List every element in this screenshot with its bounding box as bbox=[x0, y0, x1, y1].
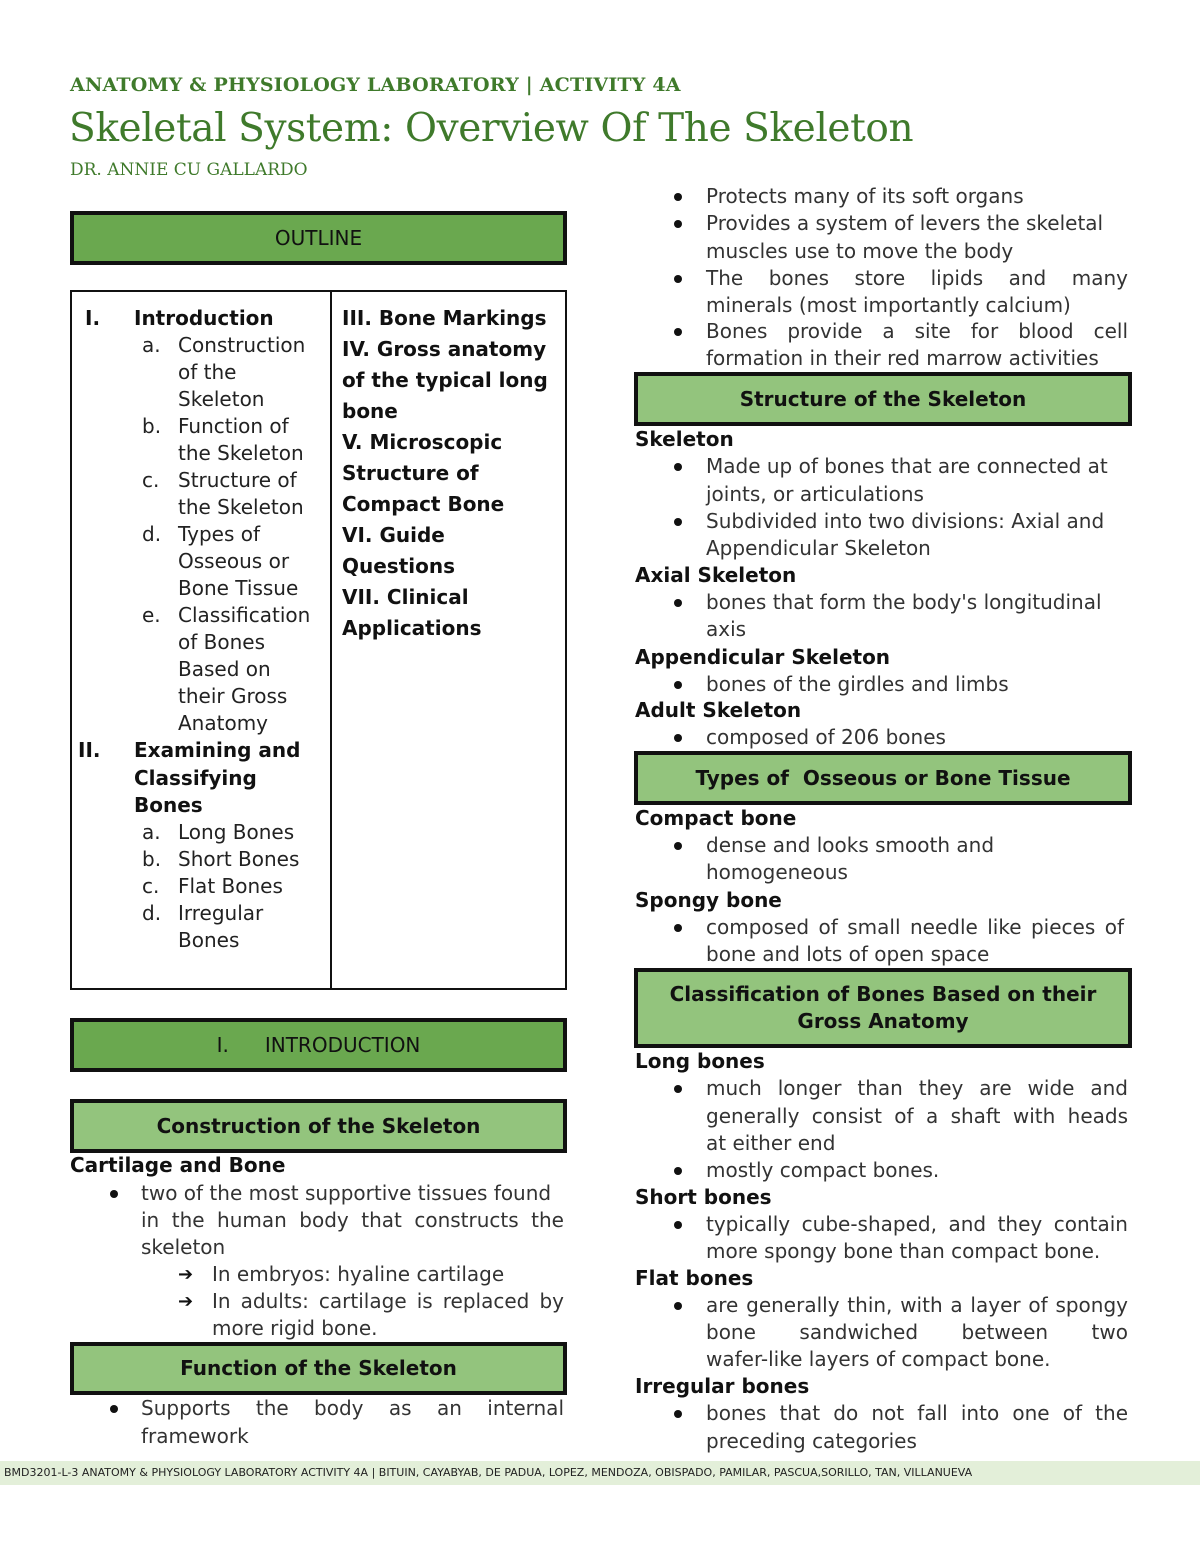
function-bullet-line: Supports the body as an internal bbox=[141, 1396, 564, 1420]
outline-item: Function of bbox=[178, 414, 289, 438]
function-heading bbox=[70, 1342, 567, 1395]
introduction-heading-num: I. bbox=[216, 1032, 229, 1057]
outline-item: Based on bbox=[178, 657, 271, 681]
long-bones-subhead: Long bones bbox=[635, 1049, 765, 1073]
outline-item: Classification bbox=[178, 603, 311, 627]
outline-heading-text: OUTLINE bbox=[274, 225, 363, 250]
function-bullet-line: Bones provide a site for blood cell bbox=[706, 319, 1128, 343]
outline-item: Questions bbox=[342, 554, 456, 578]
arrow-right-icon: ➔ bbox=[178, 1264, 194, 1285]
long-bullet-line: at either end bbox=[706, 1131, 836, 1155]
bullet-dot bbox=[674, 220, 682, 228]
construction-bullet-line: skeleton bbox=[141, 1235, 226, 1259]
bullet-dot bbox=[674, 328, 682, 336]
outline-letter: e. bbox=[142, 603, 161, 627]
outline-item: Osseous or bbox=[178, 549, 290, 573]
bullet-dot bbox=[674, 599, 682, 607]
long-bullet-line: much longer than they are wide and bbox=[706, 1076, 1128, 1100]
outline-letter: c. bbox=[142, 874, 160, 898]
outline-right-column bbox=[332, 292, 565, 988]
flat-bullet-line: are generally thin, with a layer of spongy bbox=[706, 1293, 1128, 1317]
outline-item: Compact Bone bbox=[342, 492, 505, 516]
flat-bones-subhead: Flat bones bbox=[635, 1266, 754, 1290]
structure-bullet-line: joints, or articulations bbox=[706, 482, 924, 506]
function-bullet-line: minerals (most importantly calcium) bbox=[706, 293, 1071, 317]
irregular-bullet-line: bones that do not fall into one of the bbox=[706, 1401, 1128, 1425]
cartilage-bone-subhead: Cartilage and Bone bbox=[70, 1153, 286, 1177]
outline-item: the Skeleton bbox=[178, 441, 304, 465]
flat-bullet-line: wafer-like layers of compact bone. bbox=[706, 1347, 1051, 1371]
outline-item: Construction bbox=[178, 333, 306, 357]
function-bullet-line: The bones store lipids and many bbox=[706, 266, 1128, 290]
outline-letter: a. bbox=[142, 820, 161, 844]
outline-item: Types of bbox=[178, 522, 260, 546]
outline-letter: b. bbox=[142, 414, 162, 438]
outline-item: bone bbox=[342, 399, 398, 423]
outline-item: Classifying bbox=[134, 766, 257, 790]
outline-item: IV. Gross anatomy bbox=[342, 337, 547, 361]
outline-item: Examining and bbox=[134, 738, 301, 762]
outline-item: VII. Clinical bbox=[342, 585, 469, 609]
outline-item: of the typical long bbox=[342, 368, 548, 392]
bullet-dot bbox=[674, 1221, 682, 1229]
bullet-dot bbox=[110, 1190, 118, 1198]
flat-bullet-line: bone sandwiched between two bbox=[706, 1320, 1128, 1344]
bullet-dot bbox=[110, 1405, 118, 1413]
outline-item: Irregular bbox=[178, 901, 264, 925]
function-bullet-line: muscles use to move the body bbox=[706, 239, 1014, 263]
outline-item: their Gross bbox=[178, 684, 288, 708]
irregular-bullet-line: preceding categories bbox=[706, 1429, 917, 1453]
introduction-heading bbox=[70, 1018, 567, 1072]
spongy-bullet-line: bone and lots of open space bbox=[706, 942, 990, 966]
author-name: DR. ANNIE CU GALLARDO bbox=[70, 160, 308, 180]
outline-letter: a. bbox=[142, 333, 161, 357]
page-footer: BMD3201-L-3 ANATOMY & PHYSIOLOGY LABORATORY ACTIVITY 4A | BITUIN, CAYABYAB, DE PADUA, LOPEZ, MENDOZA, OBISPADO, PAMILAR, PASCUA,SORILLO, TAN, VILLANUEVA bbox=[0, 1461, 1200, 1485]
outline-num: I. bbox=[85, 306, 101, 330]
bullet-dot bbox=[674, 924, 682, 932]
construction-bullet-line bbox=[141, 1180, 564, 1207]
outline-item: Flat Bones bbox=[178, 874, 283, 898]
outline-left-column bbox=[72, 292, 332, 988]
classification-heading-line: Gross Anatomy bbox=[797, 1009, 969, 1033]
function-bullet-line: framework bbox=[141, 1424, 249, 1448]
structure-bullet-line: Subdivided into two divisions: Axial and bbox=[706, 509, 1105, 533]
adult-bullet-line: composed of 206 bones bbox=[706, 725, 946, 749]
text-line: two of the most supportive tissues found bbox=[141, 1181, 552, 1205]
bullet-dot bbox=[674, 463, 682, 471]
classification-heading bbox=[634, 968, 1132, 1048]
arrow-right-icon: ➔ bbox=[178, 1291, 194, 1312]
structure-heading bbox=[634, 372, 1132, 426]
outline-item: Bones bbox=[178, 928, 240, 952]
outline-item: of the bbox=[178, 360, 237, 384]
classification-heading-line: Classification of Bones Based on their bbox=[669, 982, 1097, 1006]
outline-letter: d. bbox=[142, 522, 162, 546]
compact-bullet-line: homogeneous bbox=[706, 860, 848, 884]
outline-letter: d. bbox=[142, 901, 162, 925]
outline-item: Bone Tissue bbox=[178, 576, 299, 600]
outline-item: Structure of bbox=[342, 461, 479, 485]
outline-item: III. Bone Markings bbox=[342, 306, 547, 330]
adults-line: more rigid bone. bbox=[212, 1316, 378, 1340]
outline-item: V. Microscopic bbox=[342, 430, 503, 454]
spongy-bullet-line: composed of small needle like pieces of bbox=[706, 915, 1124, 939]
adults-line: In adults: cartilage is replaced by bbox=[212, 1289, 564, 1313]
bullet-dot bbox=[674, 1167, 682, 1175]
bullet-dot bbox=[674, 1302, 682, 1310]
types-heading bbox=[634, 751, 1132, 805]
appendicular-bullet-line: bones of the girdles and limbs bbox=[706, 672, 1009, 696]
axial-bullet-line: bones that form the body's longitudinal bbox=[706, 590, 1102, 614]
bullet-dot bbox=[674, 193, 682, 201]
outline-num: II. bbox=[78, 738, 101, 762]
compact-subhead: Compact bone bbox=[635, 806, 797, 830]
function-bullet-line: Provides a system of levers the skeletal bbox=[706, 211, 1104, 235]
outline-item: VI. Guide bbox=[342, 523, 445, 547]
bullet-dot bbox=[674, 842, 682, 850]
short-bullet-line: typically cube-shaped, and they contain bbox=[706, 1212, 1128, 1236]
structure-heading-text: Structure of the Skeleton bbox=[739, 386, 1027, 411]
long-bullet-line: mostly compact bones. bbox=[706, 1158, 940, 1182]
outline-letter: c. bbox=[142, 468, 160, 492]
bullet-dot bbox=[674, 1085, 682, 1093]
short-bullet-line: more spongy bone than compact bone. bbox=[706, 1239, 1101, 1263]
outline-item: of Bones bbox=[178, 630, 265, 654]
types-heading-text: Types of Osseous or Bone Tissue bbox=[695, 765, 1071, 790]
outline-item: Applications bbox=[342, 616, 482, 640]
header-kicker: ANATOMY & PHYSIOLOGY LABORATORY | ACTIVITY 4A bbox=[70, 74, 681, 96]
embryos-line: In embryos: hyaline cartilage bbox=[212, 1262, 505, 1286]
axial-subhead: Axial Skeleton bbox=[635, 563, 797, 587]
introduction-heading-text: INTRODUCTION bbox=[264, 1032, 421, 1057]
outline-item: Anatomy bbox=[178, 711, 269, 735]
outline-item: Long Bones bbox=[178, 820, 295, 844]
short-bones-subhead: Short bones bbox=[635, 1185, 772, 1209]
function-bullet-line: Protects many of its soft organs bbox=[706, 184, 1024, 208]
outline-letter: b. bbox=[142, 847, 162, 871]
irregular-bones-subhead: Irregular bones bbox=[635, 1374, 810, 1398]
bullet-dot bbox=[674, 275, 682, 283]
outline-table bbox=[70, 290, 567, 990]
bullet-dot bbox=[674, 734, 682, 742]
outline-item: Introduction bbox=[134, 306, 274, 330]
construction-heading bbox=[70, 1099, 567, 1153]
appendicular-subhead: Appendicular Skeleton bbox=[635, 645, 891, 669]
adult-subhead: Adult Skeleton bbox=[635, 698, 802, 722]
skeleton-subhead: Skeleton bbox=[635, 427, 734, 451]
function-bullet-line: formation in their red marrow activities bbox=[706, 346, 1099, 370]
construction-heading-text: Construction of the Skeleton bbox=[156, 1113, 481, 1138]
outline-item: Structure of bbox=[178, 468, 297, 492]
outline-item: the Skeleton bbox=[178, 495, 304, 519]
construction-bullet-line: in the human body that constructs the bbox=[141, 1208, 564, 1232]
outline-item: Short Bones bbox=[178, 847, 300, 871]
outline-item: Bones bbox=[134, 793, 203, 817]
bullet-dot bbox=[674, 518, 682, 526]
axial-bullet-line: axis bbox=[706, 617, 747, 641]
compact-bullet-line: dense and looks smooth and bbox=[706, 833, 995, 857]
outline-heading bbox=[70, 211, 567, 265]
spongy-subhead: Spongy bone bbox=[635, 888, 782, 912]
bullet-dot bbox=[674, 1410, 682, 1418]
outline-item: Skeleton bbox=[178, 387, 265, 411]
function-heading-text: Function of the Skeleton bbox=[180, 1356, 457, 1380]
page-title: Skeletal System: Overview Of The Skeleton bbox=[69, 106, 914, 151]
structure-bullet-line: Made up of bones that are connected at bbox=[706, 454, 1108, 478]
structure-bullet-line: Appendicular Skeleton bbox=[706, 536, 931, 560]
bullet-dot bbox=[674, 681, 682, 689]
long-bullet-line: generally consist of a shaft with heads bbox=[706, 1104, 1128, 1128]
